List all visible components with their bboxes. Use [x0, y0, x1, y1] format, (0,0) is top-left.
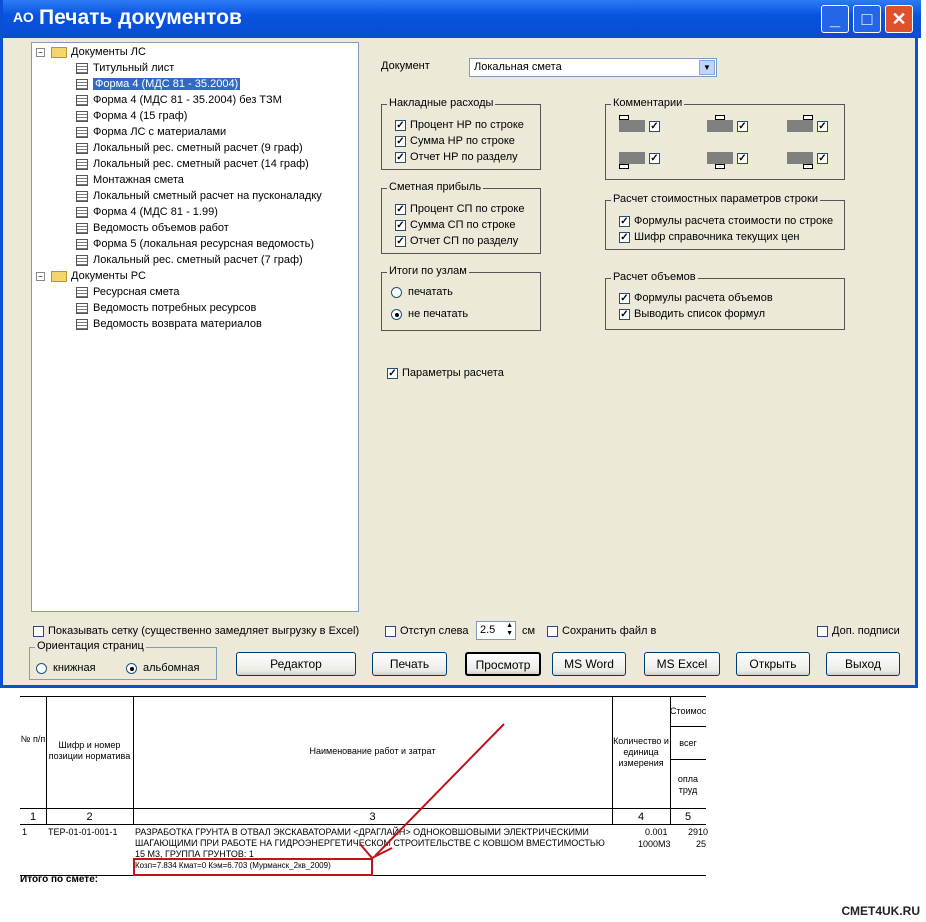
row-cost-caption: Расчет стоимостных параметров строки: [613, 193, 819, 205]
indent-unit: см: [522, 625, 536, 637]
tree-item[interactable]: [76, 157, 309, 172]
row-cost-total: 2910: [688, 827, 709, 837]
calc-params-checkbox[interactable]: ✓ Параметры расчета: [388, 367, 504, 379]
close-button[interactable]: ✕: [885, 5, 913, 33]
open-button[interactable]: Открыть: [736, 652, 810, 676]
tree-item[interactable]: [76, 285, 180, 300]
orientation-caption: Ориентация страниц: [37, 640, 144, 652]
checkbox-label: Формулы расчета стоимости по строке: [634, 215, 834, 227]
overhead-checkbox[interactable]: ✓ Процент НР по строке: [396, 119, 524, 131]
tree-item[interactable]: [76, 189, 322, 204]
tree-item[interactable]: [76, 317, 262, 332]
document-value: Локальная смета: [474, 61, 562, 73]
tree-item[interactable]: [76, 173, 184, 188]
ms-excel-button[interactable]: MS Excel: [644, 652, 720, 676]
profit-checkbox[interactable]: ✓ Отчет СП по разделу: [396, 235, 519, 247]
tree-item[interactable]: [76, 125, 226, 140]
row-cost-checkbox[interactable]: ✓ Формулы расчета стоимости по строке: [620, 215, 834, 227]
indent-stepper[interactable]: [476, 621, 516, 640]
tree-item[interactable]: [76, 253, 303, 268]
maximize-button[interactable]: □: [853, 5, 881, 33]
document-icon: [76, 175, 88, 186]
document-icon: [76, 207, 88, 218]
show-grid-label: Показывать сетку (существенно замедляет выгрузку в Excel): [48, 625, 360, 637]
tree-item-label: Титульный лист: [93, 62, 175, 74]
row-coefficients: Козп=7.834 Кмат=0 Кэм=6.703 (Мурманск_2кв_2009): [135, 861, 331, 870]
profit-checkbox[interactable]: ✓ Процент СП по строке: [396, 203, 525, 215]
indent-value: 2.5: [480, 624, 496, 636]
document-icon: [76, 319, 88, 330]
tree-item-label: Локальный рес. сметный расчет (7 граф): [93, 254, 303, 266]
document-select[interactable]: [469, 58, 717, 77]
tree-group-label: Документы ЛС: [71, 46, 146, 58]
col-number: 5: [684, 811, 692, 823]
overhead-checkbox[interactable]: ✓ Отчет НР по разделу: [396, 151, 518, 163]
col-number: 3: [369, 811, 376, 823]
tree-item-label: Локальный рес. сметный расчет (14 граф): [93, 158, 309, 170]
checkbox-label: Выводить список формул: [634, 308, 766, 320]
show-grid-checkbox[interactable]: [33, 625, 359, 637]
document-icon: [76, 239, 88, 250]
totals-caption: Итоги по узлам: [389, 265, 467, 277]
tree-item[interactable]: [76, 61, 174, 76]
overhead-checkbox[interactable]: ✓ Сумма НР по строке: [396, 135, 515, 147]
document-icon: [76, 191, 88, 202]
calc-params-label: Параметры расчета: [402, 367, 504, 379]
tree-item-label: Форма 4 (МДС 81 - 35.2004) без ТЗМ: [93, 94, 282, 106]
document-label: Документ: [381, 60, 430, 72]
col-number: 4: [637, 811, 645, 823]
row-num: 1: [22, 827, 28, 837]
tree-item-label: Ведомость возврата материалов: [93, 318, 262, 330]
tree-group-label: Документы РС: [71, 270, 146, 282]
stepper-arrows-icon[interactable]: ▲ ▼: [506, 622, 513, 637]
comments-caption: Комментарии: [613, 97, 683, 109]
totals-radio[interactable]: [391, 286, 453, 298]
tree-item-label: Форма 4 (15 граф): [93, 110, 188, 122]
tree-item-label: Форма 5 (локальная ресурсная ведомость): [93, 238, 315, 250]
folder-icon: [51, 47, 67, 58]
document-icon: [76, 95, 88, 106]
header-num: № п/п: [20, 734, 46, 744]
header-total: всег: [679, 738, 697, 748]
checkbox-label: Формулы расчета объемов: [634, 292, 773, 304]
document-icon: [76, 79, 88, 90]
report-preview: [20, 696, 709, 885]
header-code: Шифр и номер позиции норматива: [48, 740, 131, 761]
header-cost: Стоимос: [670, 706, 706, 716]
indent-label: Отступ слева: [400, 625, 469, 637]
app-icon: АО: [13, 9, 34, 25]
overhead-caption: Накладные расходы: [389, 97, 494, 109]
row-unit: 1000М3: [638, 839, 671, 849]
extra-sign-label: Доп. подписи: [832, 625, 900, 637]
document-icon: [76, 143, 88, 154]
tree-item-label: Ведомость объемов работ: [93, 222, 229, 234]
title-bar: [3, 0, 921, 38]
checkbox-label: Сумма НР по строке: [410, 135, 515, 147]
row-cost-checkbox[interactable]: ✓ Шифр справочника текущих цен: [620, 231, 800, 243]
checkbox-label: Отчет НР по разделу: [410, 151, 518, 163]
minimize-button[interactable]: _: [821, 5, 849, 33]
document-icon: [76, 303, 88, 314]
volumes-checkbox[interactable]: ✓ Выводить список формул: [620, 308, 766, 320]
tree-item[interactable]: [76, 141, 303, 156]
collapse-icon[interactable]: −: [36, 48, 45, 57]
document-icon: [76, 111, 88, 122]
tree-item-label: Форма ЛС с материалами: [93, 126, 227, 138]
report-total-label: Итого по смете:: [20, 874, 99, 885]
portrait-label: книжная: [53, 662, 96, 674]
document-icon: [76, 287, 88, 298]
print-button[interactable]: Печать: [372, 652, 447, 676]
col-number: 2: [86, 811, 93, 823]
tree-item[interactable]: [76, 109, 187, 124]
tree-group[interactable]: [36, 269, 146, 284]
document-icon: [76, 127, 88, 138]
volumes-group: [605, 271, 845, 330]
tree-item-label: Ресурсная смета: [93, 286, 180, 298]
tree-item[interactable]: [76, 205, 218, 220]
document-icon: [76, 255, 88, 266]
volumes-checkbox[interactable]: ✓ Формулы расчета объемов: [620, 292, 773, 304]
radio-label: печатать: [408, 286, 453, 298]
tree-item-label: Локальный сметный расчет на пусконаладку: [93, 190, 322, 202]
tree-group[interactable]: [36, 45, 146, 60]
print-documents-window: АО Печать документов _ □ ✕ − Документы ЛС Титульный лист Форма 4 (МДС 81 - 35.2004) Форма 4 (МДС 81 - 35.2004) без ТЗМ Форма 4 (15 граф) Форма ЛС с материалами Локальный рес. сметный расчет (9 граф) Локальный рес. сметный расчет (14 граф) Монтажная смета Локальный сметный расчет на пусконаладку Форма 4 (МДС 81 - 1.99) Ведомость объемов работ Форма 5 (локальная ресурсная ведомость) Локальный рес. сметный расчет (7 граф) − Документы РС Ресурсная смета Ведомость потребных ресурсов Ведомость возврата материалов Документ Локальная смета ▼ Накладные расходы Сметная прибыль Итоги по узлам Комментарии Расчет стоимостных параметров строки Расчет объемов ✓ Параметры расчета Показывать сетку (существенно замедляет выгрузку в Excel) Отступ слева 2.5 ▲ ▼ см Сохранить файл в Доп. подписи Ориентация страниц книжная альбомная Редактор Печать Просмотр MS Word MS Excel Открыть Выход ✓ Процент НР по строке ✓ Сумма НР по строке ✓ Отчет НР по разделу ✓ Процент СП по строке ✓ Сумма СП по строке ✓ Отчет СП по разделу ✓ Формулы расчета стоимости по строке ✓ Шифр справочника текущих цен ✓ Формулы расчета объемов ✓ Выводить список формул печатать не печатать ✓ ✓ ✓ ✓ ✓ ✓: [0, 0, 918, 688]
exit-button[interactable]: Выход: [826, 652, 900, 676]
document-icon: [76, 63, 88, 74]
tree-item[interactable]: [76, 237, 314, 252]
tree-item[interactable]: [76, 301, 256, 316]
radio-portrait[interactable]: [36, 662, 96, 674]
tree-item[interactable]: [76, 221, 229, 236]
landscape-label: альбомная: [143, 662, 200, 674]
profit-checkbox[interactable]: ✓ Сумма СП по строке: [396, 219, 516, 231]
row-cost-labor: 25: [696, 839, 707, 849]
orientation-group: [29, 640, 217, 680]
document-icon: [76, 223, 88, 234]
radio-landscape[interactable]: [126, 662, 199, 674]
indent-checkbox[interactable]: [385, 625, 469, 637]
header-labor: опла труд: [677, 774, 699, 795]
radio-label: не печатать: [408, 308, 469, 320]
ms-word-button[interactable]: MS Word: [552, 652, 626, 676]
editor-button[interactable]: Редактор: [236, 652, 356, 676]
save-file-checkbox[interactable]: [547, 625, 656, 637]
preview-button[interactable]: Просмотр: [465, 652, 541, 676]
save-file-label: Сохранить файл в: [562, 625, 657, 637]
row-code: ТЕР-01-01-001-1: [48, 827, 118, 837]
totals-radio[interactable]: [391, 308, 468, 320]
window-title: Печать документов: [39, 6, 242, 29]
tree-item-label: Форма 4 (МДС 81 - 35.2004): [95, 78, 239, 90]
tree-item-label: Форма 4 (МДС 81 - 1.99): [93, 206, 218, 218]
header-qty: Количество и единица измерения: [613, 736, 669, 768]
checkbox-label: Процент НР по строке: [410, 119, 524, 131]
profit-caption: Сметная прибыль: [389, 181, 482, 193]
folder-icon: [51, 271, 67, 282]
checkbox-label: Процент СП по строке: [410, 203, 525, 215]
annotation-arrow-icon: [20, 696, 709, 876]
chevron-down-icon[interactable]: ▼: [699, 60, 715, 75]
totals-group: [381, 265, 541, 331]
tree-item[interactable]: [76, 93, 282, 108]
row-qty: 0.001: [645, 827, 668, 837]
tree-item-label: Локальный рес. сметный расчет (9 граф): [93, 142, 303, 154]
tree-item[interactable]: [76, 77, 240, 92]
document-icon: [76, 159, 88, 170]
row-name: РАЗРАБОТКА ГРУНТА В ОТВАЛ ЭКСКАВАТОРАМИ <ДРАГЛАЙН> ОДНОКОВШОВЫМИ ЭЛЕКТРИЧЕСКИМИ ШАГАЮЩИМИ ПРИ РАБОТЕ НА ГИДРОЭНЕРГЕТИЧЕСКОМ СТРОИТЕЛЬСТВЕ С КОВШОМ ВМЕСТИМОСТЬЮ 15 М3, ГРУППА ГРУНТОВ: 1: [135, 827, 605, 859]
tree-item-label: Монтажная смета: [93, 174, 184, 186]
checkbox-label: Сумма СП по строке: [410, 219, 516, 231]
collapse-icon[interactable]: −: [36, 272, 45, 281]
volumes-caption: Расчет объемов: [613, 271, 696, 283]
col-number: 1: [29, 811, 37, 823]
watermark: СМЕТ4UK.RU: [841, 904, 920, 918]
checkbox-label: Шифр справочника текущих цен: [634, 231, 800, 243]
header-name: Наименование работ и затрат: [309, 746, 436, 756]
tree-item-label: Ведомость потребных ресурсов: [93, 302, 257, 314]
checkbox-label: Отчет СП по разделу: [410, 235, 519, 247]
document-tree[interactable]: [31, 42, 359, 612]
extra-sign-checkbox[interactable]: [817, 625, 900, 637]
